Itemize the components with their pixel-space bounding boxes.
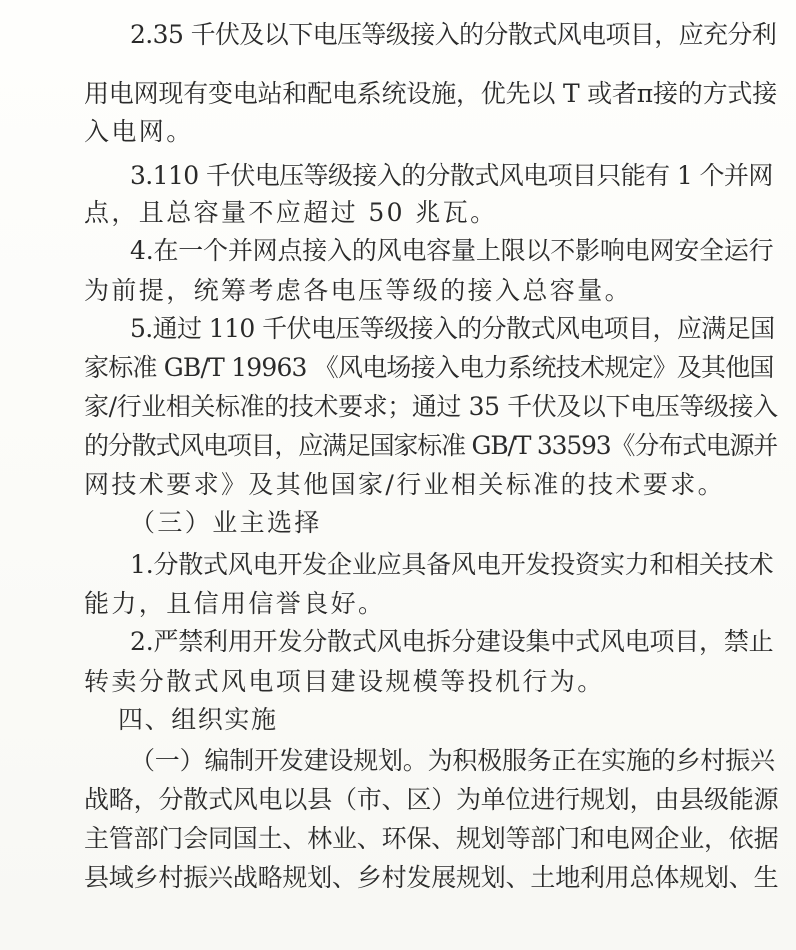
section-heading: 四、组织实施	[118, 705, 278, 734]
text-line: 5.通过 110 千伏电压等级接入的分散式风电项目，应满足国	[130, 314, 775, 343]
text-line: （一）编制开发建设规划。为积极服务正在实施的乡村振兴	[130, 746, 775, 775]
text-line: 为前提，统筹考虑各电压等级的接入总容量。	[84, 276, 633, 305]
text-line: 入电网。	[84, 117, 194, 146]
text-line: 2.35 千伏及以下电压等级接入的分散式风电项目，应充分利	[130, 20, 777, 49]
text-line: 战略，分散式风电以县（市、区）为单位进行规划，由县级能源	[84, 785, 779, 814]
text-line: 的分散式风电项目，应满足国家标准 GB/T 33593《分布式电源并	[84, 431, 778, 460]
text-line: 4.在一个并网点接入的风电容量上限以不影响电网安全运行	[130, 236, 774, 265]
text-line: 3.110 千伏电压等级接入的分散式风电项目只能有 1 个并网	[130, 161, 773, 190]
text-line: 主管部门会同国土、林业、环保、规划等部门和电网企业，依据	[84, 824, 779, 853]
text-line: 2.严禁利用开发分散式风电拆分建设集中式风电项目，禁止	[130, 627, 774, 656]
text-line: 家/行业相关标准的技术要求；通过 35 千伏及以下电压等级接入	[84, 392, 778, 421]
text-line: 网技术要求》及其他国家/行业相关标准的技术要求。	[84, 470, 726, 499]
text-line: 点，且总容量不应超过 50 兆瓦。	[84, 198, 498, 227]
text-line: 用电网现有变电站和配电系统设施，优先以 T 或者π接的方式接	[84, 79, 778, 108]
text-line: 县域乡村振兴战略规划、乡村发展规划、土地利用总体规划、生	[84, 863, 779, 892]
text-line: 1.分散式风电开发企业应具备风电开发投资实力和相关技术	[130, 550, 774, 579]
text-line: 家标准 GB/T 19963 《风电场接入电力系统技术规定》及其他国	[84, 353, 774, 382]
text-line: 能力，且信用信誉良好。	[84, 589, 386, 618]
section-subheading: （三）业主选择	[130, 508, 322, 537]
text-line: 转卖分散式风电项目建设规模等投机行为。	[84, 667, 605, 696]
